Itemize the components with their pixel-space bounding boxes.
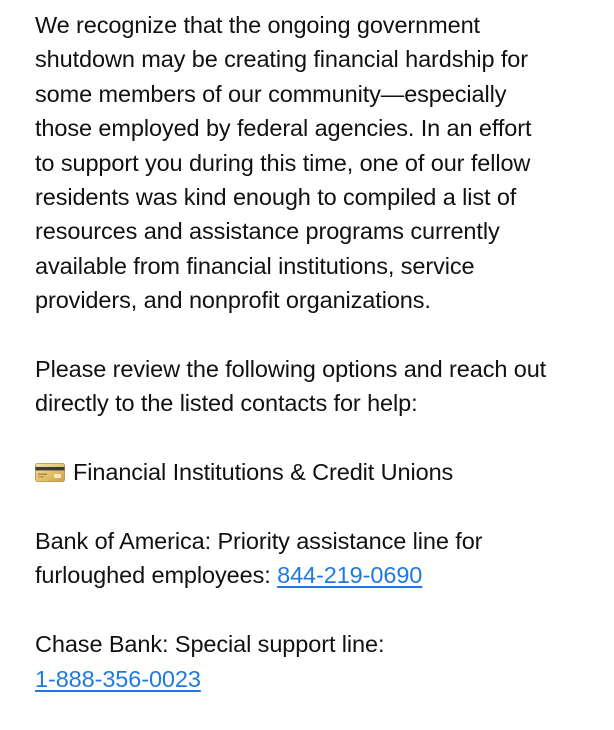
section-heading-text: Financial Institutions & Credit Unions [73, 459, 454, 486]
bank-description: Bank of America: Priority assistance line for [35, 528, 483, 555]
bank-phone-line [35, 662, 595, 696]
intro-paragraph [35, 8, 595, 318]
bank-description: Chase Bank: Special support line: [35, 631, 385, 658]
intro-line: those employed by federal agencies. In an effort [35, 115, 532, 142]
intro-line: some members of our community—especially [35, 80, 507, 107]
phone-link-bank-of-america[interactable]: 844-219-0690 [277, 562, 423, 589]
review-line: Please review the following options and reach out [35, 356, 547, 383]
intro-line: shutdown may be creating financial hardship for [35, 46, 529, 73]
bank-entry [35, 627, 595, 696]
intro-line: available from financial institutions, service [35, 252, 475, 279]
bank-description-line2 [35, 558, 595, 592]
credit-card-icon [35, 463, 65, 482]
intro-line: to support you during this time, one of our fellow [35, 149, 531, 176]
review-paragraph [35, 352, 595, 421]
intro-line: residents was kind enough to compiled a list of [35, 184, 517, 211]
intro-line: resources and assistance programs currently [35, 218, 500, 245]
section-heading [35, 455, 595, 489]
bank-description-prefix: furloughed employees: [35, 562, 278, 589]
message-body [35, 8, 595, 730]
intro-line: providers, and nonprofit organizations. [35, 287, 431, 314]
phone-link-chase[interactable]: 1-888-356-0023 [35, 665, 201, 692]
bank-entry [35, 524, 595, 593]
intro-line: We recognize that the ongoing government [35, 12, 480, 38]
review-line: directly to the listed contacts for help: [35, 390, 418, 417]
